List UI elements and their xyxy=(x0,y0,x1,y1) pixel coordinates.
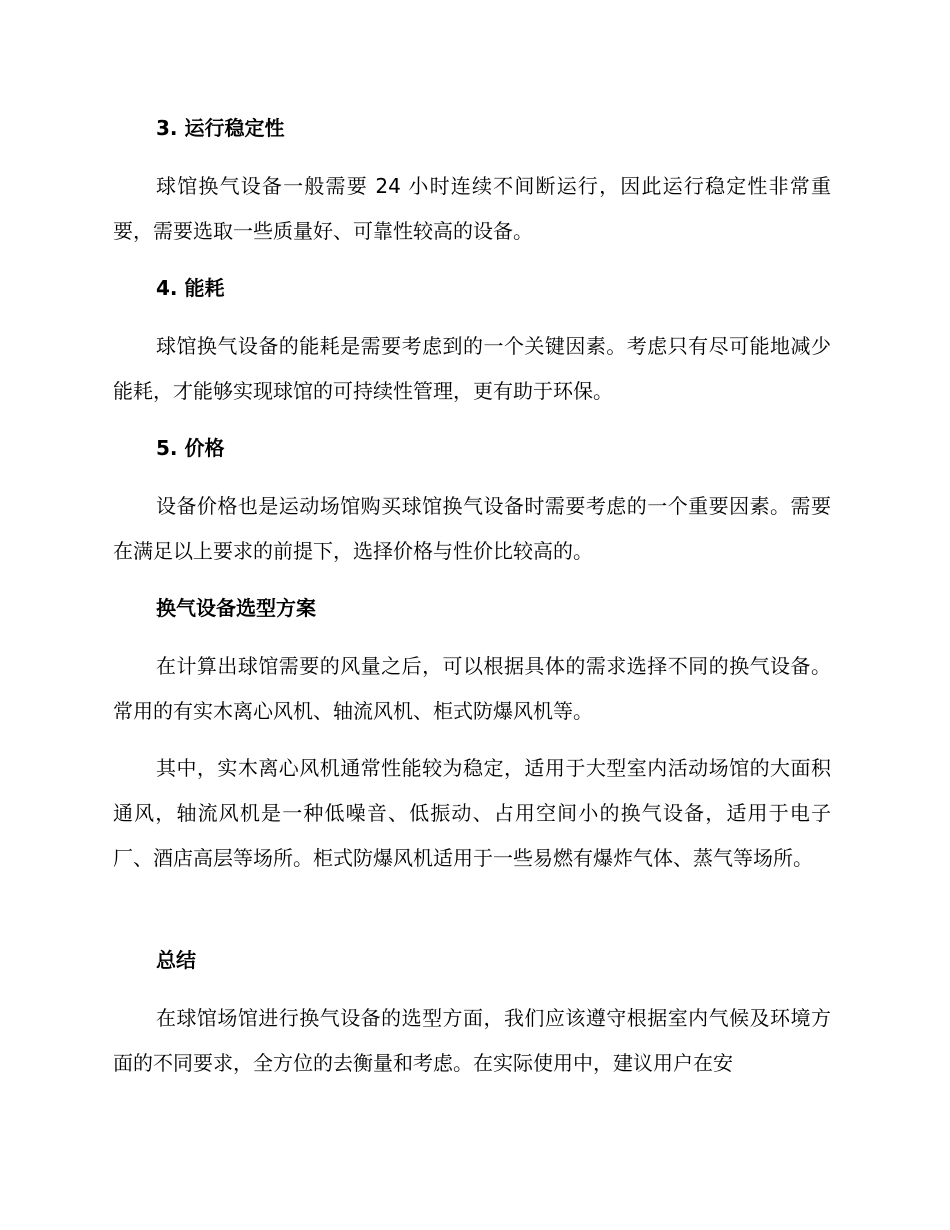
paragraph-summary: 在球馆场馆进行换气设备的选型方面，我们应该遵守根据室内气候及环境方面的不同要求，全方位的去衡量和考虑。在实际使用中，建议用户在安 xyxy=(113,1006,831,1075)
section-heading-energy: 4. 能耗 xyxy=(156,276,225,300)
paragraph-price: 设备价格也是运动场馆购买球馆换气设备时需要考虑的一个重要因素。需要在满足以上要求的前提下，选择价格与性价比较高的。 xyxy=(113,494,831,563)
paragraph-selection-intro: 在计算出球馆需要的风量之后，可以根据具体的需求选择不同的换气设备。常用的有实木离心风机、轴流风机、柜式防爆风机等。 xyxy=(113,654,831,723)
section-heading-stability: 3. 运行稳定性 xyxy=(156,116,285,140)
section-heading-summary: 总结 xyxy=(156,948,196,972)
paragraph-selection-detail: 其中，实木离心风机通常性能较为稳定，适用于大型室内活动场馆的大面积通风，轴流风机是一种低噪音、低振动、占用空间小的换气设备，适用于电子厂、酒店高层等场所。柜式防爆风机适用于一些易燃有爆炸气体、蒸气等场所。 xyxy=(113,756,831,870)
section-heading-price: 5. 价格 xyxy=(156,436,225,460)
paragraph-stability: 球馆换气设备一般需要 24 小时连续不间断运行，因此运行稳定性非常重要，需要选取一些质量好、可靠性较高的设备。 xyxy=(113,174,831,243)
section-heading-selection: 换气设备选型方案 xyxy=(156,596,316,620)
paragraph-energy: 球馆换气设备的能耗是需要考虑到的一个关键因素。考虑只有尽可能地减少能耗，才能够实现球馆的可持续性管理，更有助于环保。 xyxy=(113,334,831,403)
